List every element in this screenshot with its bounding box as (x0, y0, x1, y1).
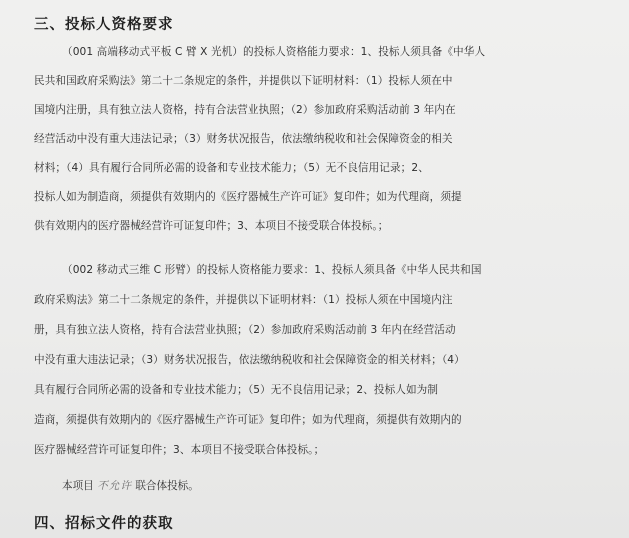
paragraph-line: （001 高端移动式平板 C 臂 X 光机）的投标人资格能力要求：1、投标人须具备《中华人 (62, 46, 486, 58)
consortium-note (62, 478, 199, 493)
paragraph-line: （002 移动式三维 C 形臂）的投标人资格能力要求：1、投标人须具备《中华人民共和国 (62, 264, 482, 276)
paragraph-line: 供有效期内的医疗器械经营许可证复印件；3、本项目不接受联合体投标。； (34, 220, 389, 232)
paragraph-line: 造商，须提供有效期内的《医疗器械生产许可证》复印件；如为代理商，须提供有效期内的 (34, 414, 462, 426)
section-3-heading: 三、投标人资格要求 (34, 17, 174, 33)
paragraph-line: 册，具有独立法人资格，持有合法营业执照；（2）参加政府采购活动前 3 年内在经营活动 (34, 324, 456, 336)
paragraph-line: 民共和国政府采购法》第二十二条规定的条件，并提供以下证明材料：（1）投标人须在中 (34, 75, 453, 87)
section-4-heading: 四、招标文件的获取 (34, 516, 174, 532)
paragraph-line: 国境内注册，具有独立法人资格，持有合法营业执照；（2）参加政府采购活动前 3 年内在 (34, 104, 456, 116)
paragraph-line: 政府采购法》第二十二条规定的条件，并提供以下证明材料：（1）投标人须在中国境内注 (34, 294, 453, 306)
handwritten-annotation: 不允许 (97, 480, 132, 492)
paragraph-line: 投标人如为制造商，须提供有效期内的《医疗器械生产许可证》复印件；如为代理商，须提 (34, 191, 462, 203)
paragraph-line: 医疗器械经营许可证复印件；3、本项目不接受联合体投标。； (34, 444, 325, 456)
paragraph-line: 具有履行合同所必需的设备和专业技术能力；（5）无不良信用记录；2、投标人如为制 (34, 384, 439, 396)
consortium-note-prefix: 本项目 (62, 480, 94, 492)
paragraph-line: 经营活动中没有重大违法记录；（3）财务状况报告，依法缴纳税收和社会保障资金的相关 (34, 133, 453, 145)
paragraph-line: 材料；（4）具有履行合同所必需的设备和专业技术能力；（5）无不良信用记录；2、 (34, 162, 429, 174)
paragraph-line: 中没有重大违法记录；（3）财务状况报告，依法缴纳税收和社会保障资金的相关材料；（4） (34, 354, 465, 366)
consortium-note-suffix: 联合体投标。 (135, 480, 199, 492)
